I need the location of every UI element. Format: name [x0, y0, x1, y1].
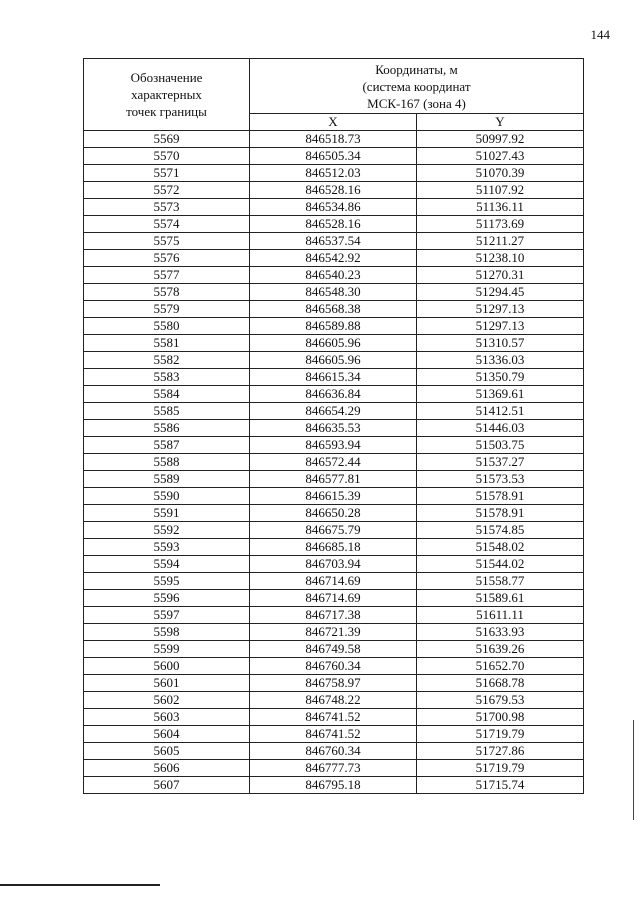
x-coordinate-cell: 846572.44: [250, 454, 417, 471]
table-row: [84, 726, 584, 743]
point-header-line: Обозначение: [130, 70, 203, 85]
table-row: [84, 148, 584, 165]
table-row: [84, 760, 584, 777]
y-coordinate-cell: 51700.98: [417, 709, 584, 726]
page-number: 144: [590, 27, 610, 42]
x-coordinate-cell: 846650.28: [250, 505, 417, 522]
point-cell: 5578: [84, 284, 250, 301]
point-cell: 5606: [84, 760, 250, 777]
x-coordinate-cell: 846537.54: [250, 233, 417, 250]
point-cell: 5587: [84, 437, 250, 454]
point-column-header: [84, 59, 250, 131]
point-cell: 5591: [84, 505, 250, 522]
y-coordinate-cell: 51369.61: [417, 386, 584, 403]
table-row: [84, 131, 584, 148]
table-row: [84, 182, 584, 199]
point-cell: 5597: [84, 607, 250, 624]
coordinates-group-header: [250, 59, 584, 114]
table-row: [84, 233, 584, 250]
point-cell: 5604: [84, 726, 250, 743]
x-coordinate-cell: 846741.52: [250, 726, 417, 743]
y-coordinate-cell: 51719.79: [417, 760, 584, 777]
y-coordinate-cell: 51578.91: [417, 488, 584, 505]
table-row: [84, 301, 584, 318]
y-coordinate-cell: 51668.78: [417, 675, 584, 692]
x-coordinate-cell: 846577.81: [250, 471, 417, 488]
point-cell: 5576: [84, 250, 250, 267]
point-cell: 5595: [84, 573, 250, 590]
x-coordinate-cell: 846534.86: [250, 199, 417, 216]
point-cell: 5601: [84, 675, 250, 692]
point-cell: 5573: [84, 199, 250, 216]
point-cell: 5579: [84, 301, 250, 318]
y-coordinate-cell: 51719.79: [417, 726, 584, 743]
table-row: [84, 454, 584, 471]
table-row: [84, 352, 584, 369]
y-coordinate-cell: 51173.69: [417, 216, 584, 233]
point-header-line: точек границы: [126, 104, 207, 119]
coords-header-line: (система координат: [362, 78, 471, 94]
x-coordinate-cell: 846675.79: [250, 522, 417, 539]
y-coordinate-cell: 51297.13: [417, 318, 584, 335]
table-row: [84, 692, 584, 709]
x-coordinate-cell: 846777.73: [250, 760, 417, 777]
table-row: [84, 709, 584, 726]
point-cell: 5586: [84, 420, 250, 437]
y-coordinate-cell: 51558.77: [417, 573, 584, 590]
x-coordinate-cell: 846685.18: [250, 539, 417, 556]
y-coordinate-cell: 51107.92: [417, 182, 584, 199]
table-row: [84, 505, 584, 522]
table-row: [84, 539, 584, 556]
x-coordinate-cell: 846505.34: [250, 148, 417, 165]
point-cell: 5607: [84, 777, 250, 794]
x-coordinate-cell: 846542.92: [250, 250, 417, 267]
table-row: [84, 607, 584, 624]
table-row: [84, 522, 584, 539]
table-row: [84, 403, 584, 420]
x-coordinate-cell: 846714.69: [250, 590, 417, 607]
x-coordinate-cell: 846721.39: [250, 624, 417, 641]
x-coordinate-cell: 846615.39: [250, 488, 417, 505]
x-coordinate-cell: 846714.69: [250, 573, 417, 590]
y-coordinate-cell: 51611.11: [417, 607, 584, 624]
table-row: [84, 658, 584, 675]
x-coordinate-cell: 846717.38: [250, 607, 417, 624]
y-coordinate-cell: 50997.92: [417, 131, 584, 148]
x-coordinate-cell: 846548.30: [250, 284, 417, 301]
y-coordinate-cell: 51238.10: [417, 250, 584, 267]
point-cell: 5571: [84, 165, 250, 182]
x-coordinate-cell: 846749.58: [250, 641, 417, 658]
coords-header-line: Координаты, м: [375, 61, 458, 77]
point-cell: 5569: [84, 131, 250, 148]
x-coordinate-cell: 846760.34: [250, 743, 417, 760]
y-coordinate-cell: 51336.03: [417, 352, 584, 369]
table-row: [84, 386, 584, 403]
table-row: [84, 556, 584, 573]
x-coordinate-cell: 846568.38: [250, 301, 417, 318]
x-coordinate-cell: 846589.88: [250, 318, 417, 335]
table-row: [84, 777, 584, 794]
table-body: [84, 131, 584, 794]
x-coordinate-cell: 846795.18: [250, 777, 417, 794]
x-coordinate-cell: 846540.23: [250, 267, 417, 284]
y-coordinate-cell: 51652.70: [417, 658, 584, 675]
scan-edge-line: [633, 720, 634, 820]
table-row: [84, 488, 584, 505]
point-cell: 5590: [84, 488, 250, 505]
y-coordinate-cell: 51503.75: [417, 437, 584, 454]
y-coordinate-cell: 51578.91: [417, 505, 584, 522]
point-cell: 5581: [84, 335, 250, 352]
point-cell: 5577: [84, 267, 250, 284]
point-cell: 5598: [84, 624, 250, 641]
y-coordinate-cell: 51639.26: [417, 641, 584, 658]
x-coordinate-cell: 846528.16: [250, 216, 417, 233]
y-coordinate-cell: 51446.03: [417, 420, 584, 437]
y-coordinate-cell: 51715.74: [417, 777, 584, 794]
table-row: [84, 624, 584, 641]
y-column-header: Y: [417, 114, 584, 131]
y-coordinate-cell: 51136.11: [417, 199, 584, 216]
y-coordinate-cell: 51574.85: [417, 522, 584, 539]
table-row: [84, 250, 584, 267]
footnote-divider: [0, 884, 160, 886]
table-row: [84, 216, 584, 233]
y-coordinate-cell: 51633.93: [417, 624, 584, 641]
x-coordinate-cell: 846760.34: [250, 658, 417, 675]
point-cell: 5605: [84, 743, 250, 760]
table-row: [84, 743, 584, 760]
point-cell: 5572: [84, 182, 250, 199]
point-cell: 5603: [84, 709, 250, 726]
y-coordinate-cell: 51027.43: [417, 148, 584, 165]
point-cell: 5574: [84, 216, 250, 233]
x-coordinate-cell: 846748.22: [250, 692, 417, 709]
y-coordinate-cell: 51679.53: [417, 692, 584, 709]
x-coordinate-cell: 846615.34: [250, 369, 417, 386]
table-row: [84, 165, 584, 182]
table-row: [84, 199, 584, 216]
y-coordinate-cell: 51412.51: [417, 403, 584, 420]
coordinates-table: [83, 58, 584, 794]
x-coordinate-cell: 846593.94: [250, 437, 417, 454]
y-coordinate-cell: 51070.39: [417, 165, 584, 182]
y-coordinate-cell: 51548.02: [417, 539, 584, 556]
y-coordinate-cell: 51270.31: [417, 267, 584, 284]
point-cell: 5599: [84, 641, 250, 658]
point-cell: 5593: [84, 539, 250, 556]
point-cell: 5585: [84, 403, 250, 420]
table-row: [84, 284, 584, 301]
table-row: [84, 590, 584, 607]
table-row: [84, 471, 584, 488]
point-cell: 5583: [84, 369, 250, 386]
x-coordinate-cell: 846703.94: [250, 556, 417, 573]
y-coordinate-cell: 51350.79: [417, 369, 584, 386]
point-cell: 5582: [84, 352, 250, 369]
x-coordinate-cell: 846518.73: [250, 131, 417, 148]
x-coordinate-cell: 846654.29: [250, 403, 417, 420]
table-header: [84, 59, 584, 131]
point-cell: 5592: [84, 522, 250, 539]
point-cell: 5589: [84, 471, 250, 488]
y-coordinate-cell: 51310.57: [417, 335, 584, 352]
y-coordinate-cell: 51211.27: [417, 233, 584, 250]
x-coordinate-cell: 846605.96: [250, 352, 417, 369]
table-row: [84, 675, 584, 692]
table-row: [84, 318, 584, 335]
point-cell: 5600: [84, 658, 250, 675]
x-coordinate-cell: 846636.84: [250, 386, 417, 403]
point-header-line: характерных: [131, 87, 202, 102]
y-coordinate-cell: 51573.53: [417, 471, 584, 488]
x-coordinate-cell: 846528.16: [250, 182, 417, 199]
point-cell: 5584: [84, 386, 250, 403]
coords-header-line: МСК-167 (зона 4): [367, 95, 466, 111]
point-cell: 5602: [84, 692, 250, 709]
y-coordinate-cell: 51294.45: [417, 284, 584, 301]
point-cell: 5596: [84, 590, 250, 607]
table-row: [84, 573, 584, 590]
x-coordinate-cell: 846741.52: [250, 709, 417, 726]
table-row: [84, 420, 584, 437]
point-cell: 5580: [84, 318, 250, 335]
point-cell: 5575: [84, 233, 250, 250]
table-row: [84, 267, 584, 284]
point-cell: 5594: [84, 556, 250, 573]
x-column-header: X: [250, 114, 417, 131]
y-coordinate-cell: 51589.61: [417, 590, 584, 607]
x-coordinate-cell: 846758.97: [250, 675, 417, 692]
x-coordinate-cell: 846605.96: [250, 335, 417, 352]
y-coordinate-cell: 51297.13: [417, 301, 584, 318]
table-row: [84, 437, 584, 454]
x-coordinate-cell: 846635.53: [250, 420, 417, 437]
point-cell: 5570: [84, 148, 250, 165]
y-coordinate-cell: 51727.86: [417, 743, 584, 760]
table-row: [84, 641, 584, 658]
table-row: [84, 335, 584, 352]
point-cell: 5588: [84, 454, 250, 471]
y-coordinate-cell: 51544.02: [417, 556, 584, 573]
table-row: [84, 369, 584, 386]
y-coordinate-cell: 51537.27: [417, 454, 584, 471]
x-coordinate-cell: 846512.03: [250, 165, 417, 182]
